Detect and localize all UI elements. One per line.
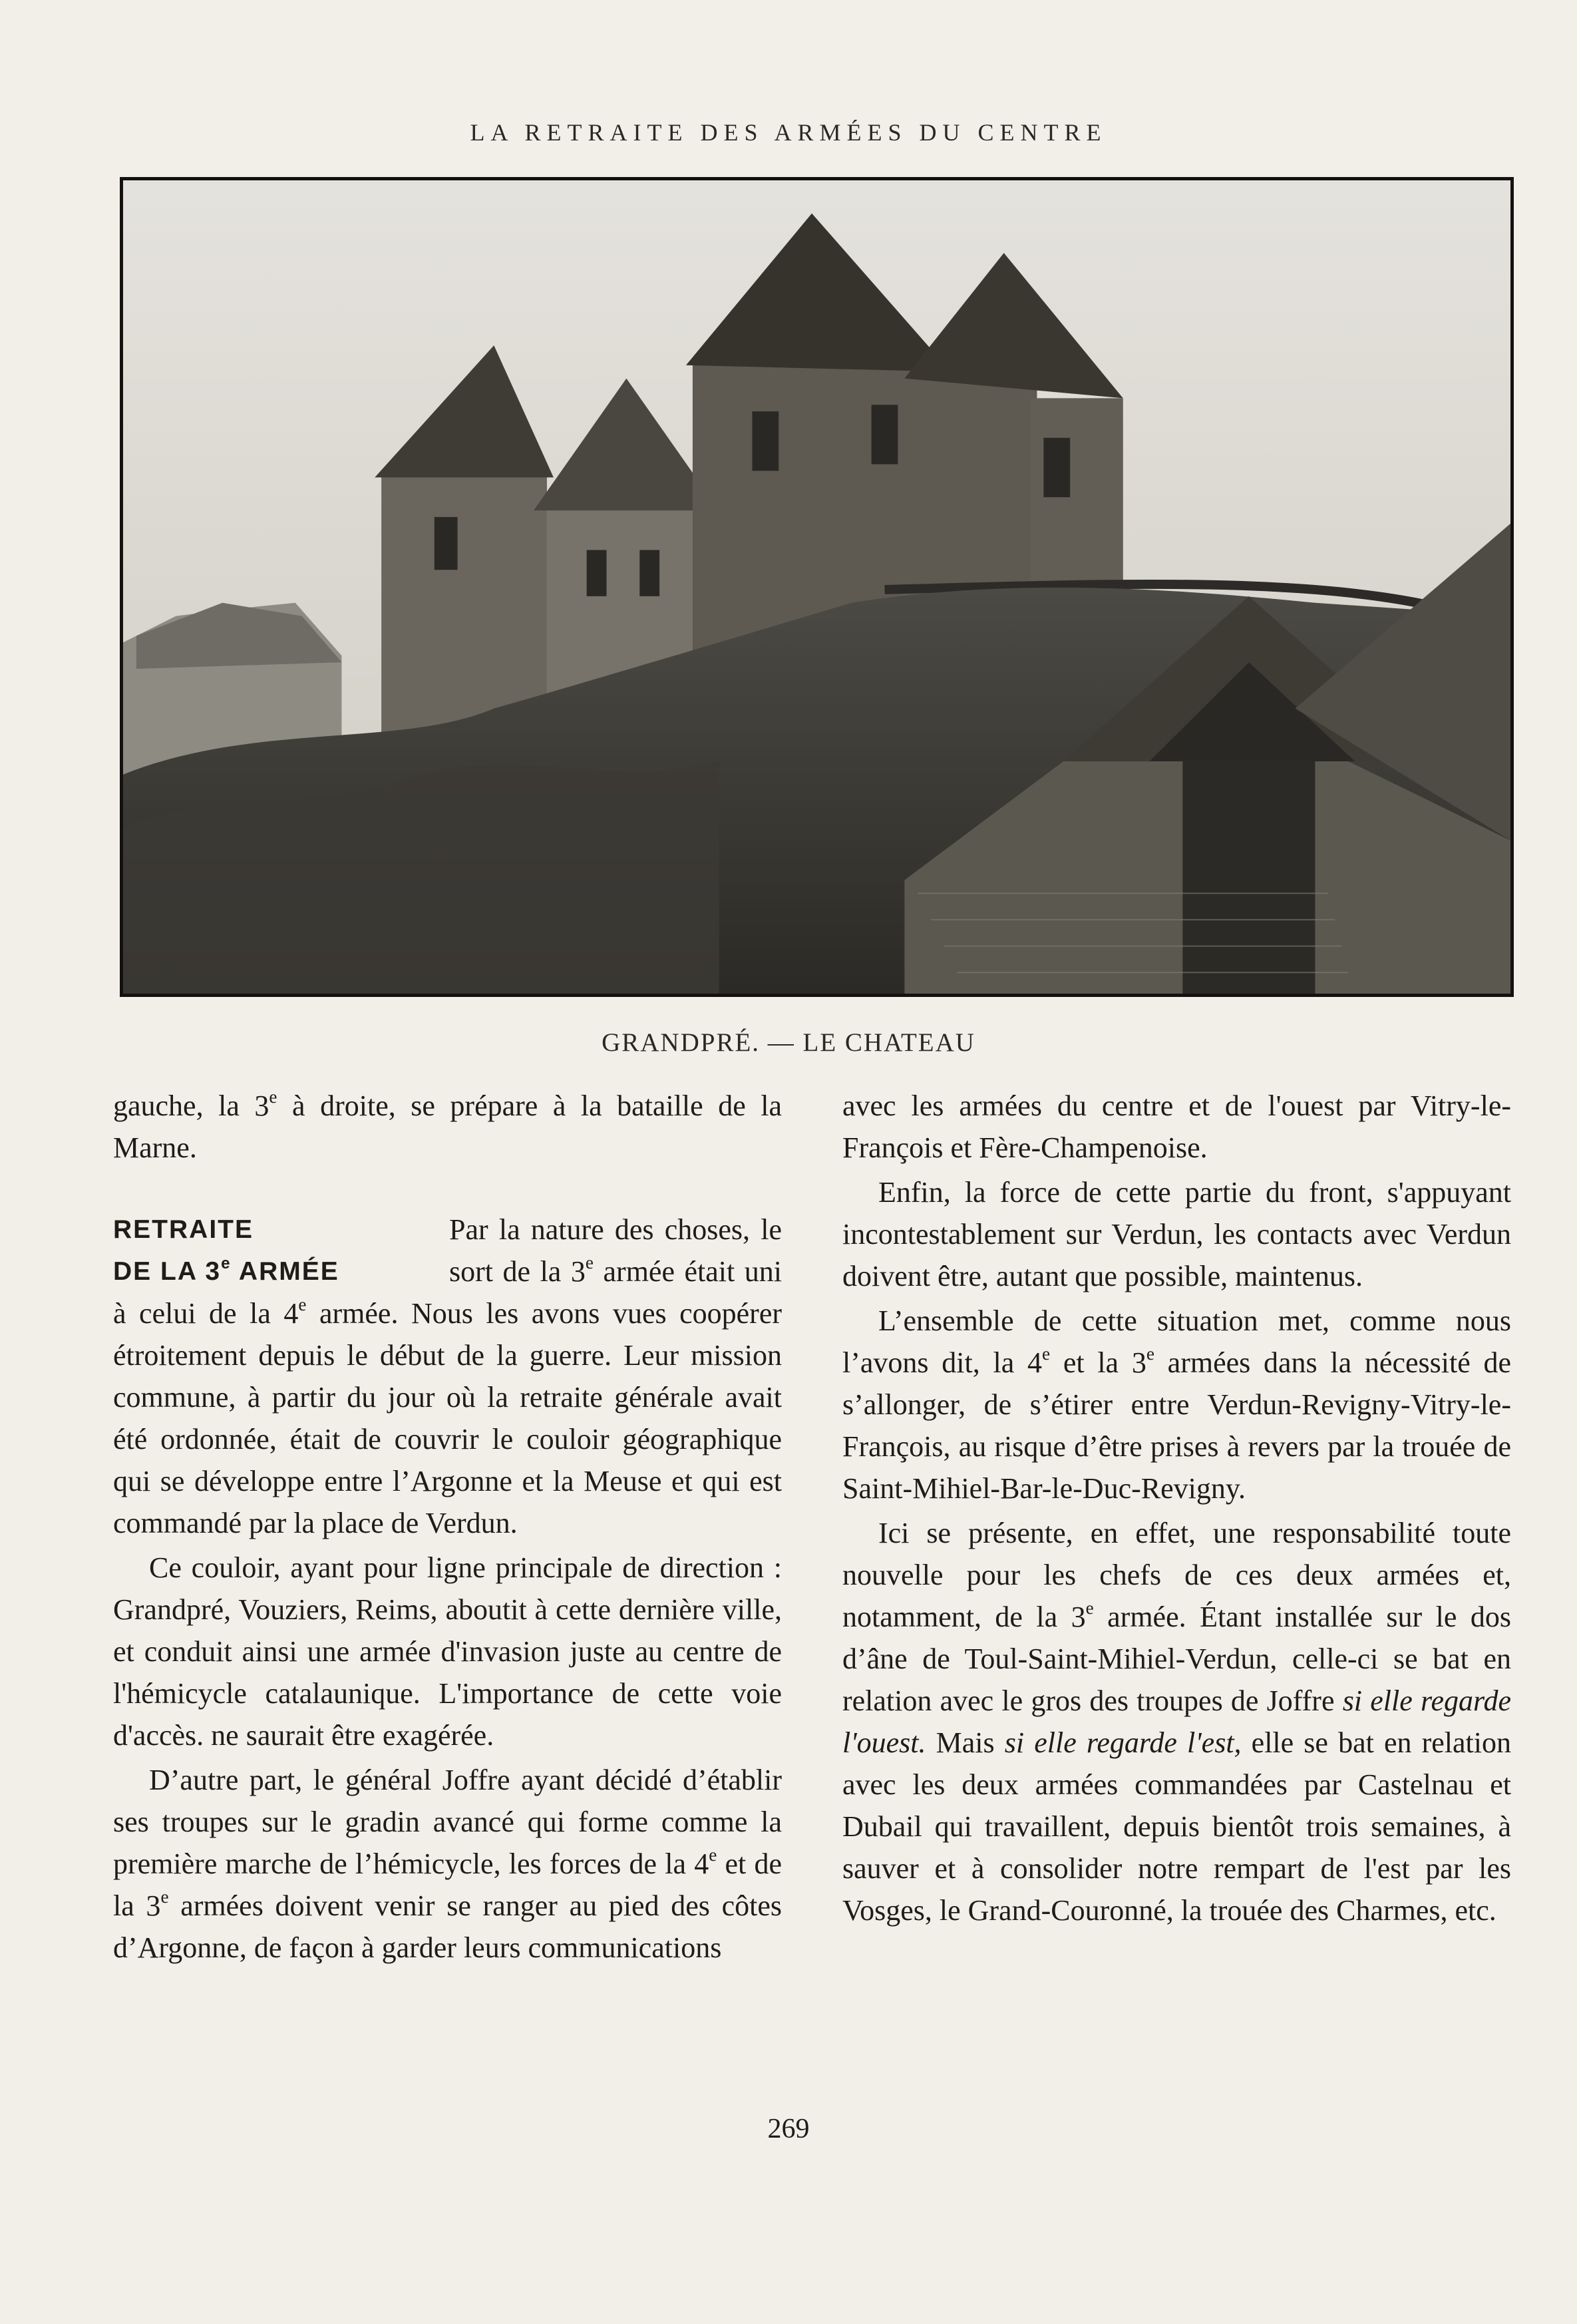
left-column (113, 1085, 782, 1969)
paragraph: Ce couloir, ayant pour ligne principale de direction : Grandpré, Vouziers, Reims, aboutit à cette dernière ville, et conduit ainsi une armée d'invasion juste au centre de l'hémicycle catalaunique. L'importance de cette voie d'accès. ne saurait être exagérée. (113, 1551, 782, 1752)
right-column (842, 1085, 1511, 1931)
paragraph-with-sidehead: RETRAITE DE LA 3e ARMÉE Par la nature des choses, le sort de la 3e armée était uni à celui de la 4e armée. Nous les avons vues coopérer étroitement depuis le début de la guerre. Leur mission commune, à partir du jour où la retraite générale avait été ordonnée, était de couvrir le couloir géographique qui se développe entre l’Argonne et la Meuse et qui est commandé par la place de Verdun. (113, 1209, 782, 1544)
chateau-illustration (123, 180, 1510, 994)
figure-caption: GRANDPRÉ. — LE CHATEAU (602, 1028, 975, 1057)
page-number: 269 (767, 2114, 810, 2144)
italic-phrase: si elle regarde l'ouest. (842, 1684, 1511, 1759)
paragraph: Enfin, la force de cette partie du front, s'appuyant incontestablement sur Verdun, les contacts avec Verdun doivent être, autant que possible, maintenus. (842, 1176, 1511, 1292)
paragraph: gauche, la 3e à droite, se prépare à la bataille de la Marne. (113, 1086, 783, 1164)
sidehead-line: RETRAITE (113, 1215, 254, 1244)
section-sidehead (113, 1209, 396, 1292)
text-run: elle se bat en relation avec les deux armées commandées par Castelnau et Dubail qui travaillent, depuis bientôt trois semaines, à sauver et à consolider notre rempart de l'est par les Vosges, le Grand-Couronné, la trouée des Charmes, etc. (842, 1726, 1511, 1927)
paragraph: Ici se présente, en effet, une responsabilité toute nouvelle pour les chefs de ces deux armées et, notamment, de la 3e armée. Étant installée sur le dos d’âne de Toul-Saint-Mihiel-Verdun, celle-ci se bat en relation avec le gros des troupes de Joffre si elle regarde l'ouest. Mais si elle regarde l'est, elle se bat en relation avec les deux armées commandées par Castelnau et Dubail qui travaillent, depuis bientôt trois semaines, à sauver et à consolider notre rempart de l'est par les Vosges, le Grand-Couronné, la trouée des Charmes, etc. (842, 1517, 1511, 1927)
italic-phrase: si elle regarde l'est, (1004, 1726, 1242, 1759)
paragraph: avec les armées du centre et de l'ouest par Vitry-le-François et Fère-Champenoise. (842, 1089, 1511, 1164)
text-run: Mais (936, 1726, 995, 1759)
running-head: LA RETRAITE DES ARMÉES DU CENTRE (470, 119, 1107, 146)
chateau-photograph (120, 177, 1514, 997)
paragraph: D’autre part, le général Joffre ayant décidé d’établir ses troupes sur le gradin avancé qui forme comme la première marche de l’hémicycle, les forces de la 4e et de la 3e armées doivent venir se ranger au pied des côtes d’Argonne, de façon à garder leurs communications (113, 1764, 782, 1964)
paragraph: L’ensemble de cette situation met, comme nous l’avons dit, la 4e et la 3e armées dans la nécessité de s’allonger, de s’étirer entre Verdun-Revigny-Vitry-le-François, au risque d’être prises à revers par la trouée de Saint-Mihiel-Bar-le-Duc-Revigny. (842, 1304, 1511, 1505)
sidehead-line: DE LA 3e ARMÉE (113, 1255, 339, 1286)
